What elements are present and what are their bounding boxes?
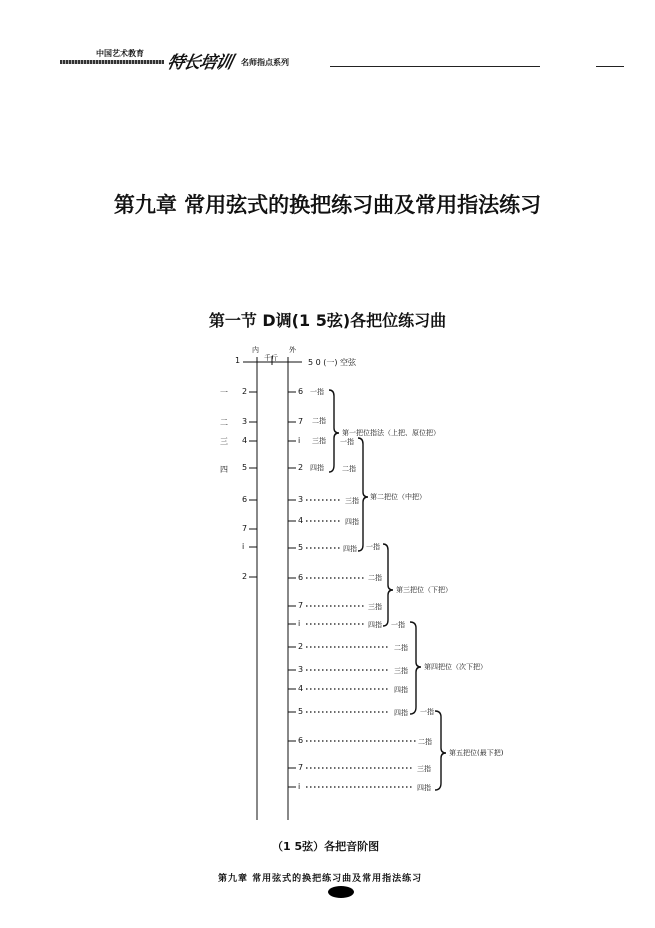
outer-note: 6 [298, 387, 304, 396]
inner-note: 5 [242, 463, 248, 472]
left-finger-1: 一 [220, 388, 228, 397]
outer-finger: 二指 [418, 738, 432, 746]
outer-finger: 二指 [368, 574, 382, 582]
position-label-3: 第三把位（下把） [396, 586, 452, 594]
outer-finger: 三指 [417, 765, 431, 773]
outer-note: 3 [298, 665, 304, 674]
outer-finger: 四指 [343, 545, 357, 553]
header-logo: 特长培训 [165, 53, 234, 73]
chapter-title: 第九章 常用弦式的换把练习曲及常用指法练习 [113, 192, 542, 217]
first-finger-mark: 一指 [391, 621, 405, 629]
outer-finger: 二指 [312, 417, 326, 425]
section-title: 第一节 D调(1 5弦)各把位练习曲 [208, 311, 447, 330]
position-label-2: 第二把位（中把） [370, 493, 426, 501]
open-inner-note: 1 [235, 356, 241, 365]
outer-note: 7 [298, 601, 304, 610]
outer-finger: 四指 [310, 464, 324, 472]
outer-note: 5 [298, 707, 304, 716]
second-finger-mark: 二指 [342, 465, 356, 473]
first-finger-mark: 一指 [420, 708, 434, 716]
first-finger-mark: 一指 [366, 543, 380, 551]
outer-note: i [298, 782, 301, 791]
inner-note: 2 [242, 387, 248, 396]
outer-finger: 四指 [394, 709, 408, 717]
header-series: 名师指点系列 [241, 58, 289, 67]
outer-finger: 四指 [417, 784, 431, 792]
label-outer-string: 外 [289, 346, 296, 354]
footer-chapter-title: 第九章 常用弦式的换把练习曲及常用指法练习 [218, 874, 423, 884]
position-label-1: 第一把位指法（上把、原位把） [342, 429, 440, 437]
inner-note: 2 [242, 572, 248, 581]
diagram-caption: （1 5弦）各把音阶图 [272, 840, 380, 853]
position-label-5: 第五把位(最下把) [449, 749, 504, 757]
outer-finger: 四指 [394, 686, 408, 694]
outer-finger: 三指 [368, 603, 382, 611]
inner-note: 3 [242, 417, 248, 426]
position-label-4: 第四把位（次下把） [424, 663, 487, 671]
inner-note: 6 [242, 495, 248, 504]
outer-finger: 二指 [394, 644, 408, 652]
left-finger-2: 二 [220, 418, 228, 427]
outer-finger: 四指 [345, 518, 359, 526]
outer-note: 2 [298, 463, 304, 472]
outer-note: 7 [298, 763, 304, 772]
outer-note: 6 [298, 736, 304, 745]
open-outer-note: 5 0 (一) 空弦 [308, 358, 357, 367]
header-brand: 中国艺术教育 [96, 49, 144, 58]
outer-note: 4 [298, 684, 304, 693]
left-finger-3: 三 [220, 437, 228, 446]
first-finger-mark: 一指 [340, 438, 354, 446]
label-inner-string: 内 [252, 346, 259, 354]
outer-finger: 三指 [345, 497, 359, 505]
outer-note: i [298, 619, 301, 628]
outer-note: 5 [298, 543, 304, 552]
inner-note: 7 [242, 524, 248, 533]
outer-finger: 三指 [312, 437, 326, 445]
outer-note: 6 [298, 573, 304, 582]
outer-note: 3 [298, 495, 304, 504]
page-number-oval [328, 886, 354, 898]
outer-note: 2 [298, 642, 304, 651]
inner-note: i [242, 542, 245, 551]
outer-finger: 四指 [368, 621, 382, 629]
label-qianjin: 千斤 [264, 354, 278, 362]
outer-note: 7 [298, 417, 304, 426]
inner-note: 4 [242, 436, 248, 445]
left-finger-4: 四 [220, 465, 228, 474]
outer-note: i [298, 436, 301, 445]
outer-note: 4 [298, 516, 304, 525]
outer-finger: 一指 [310, 388, 324, 396]
outer-finger: 三指 [394, 667, 408, 675]
